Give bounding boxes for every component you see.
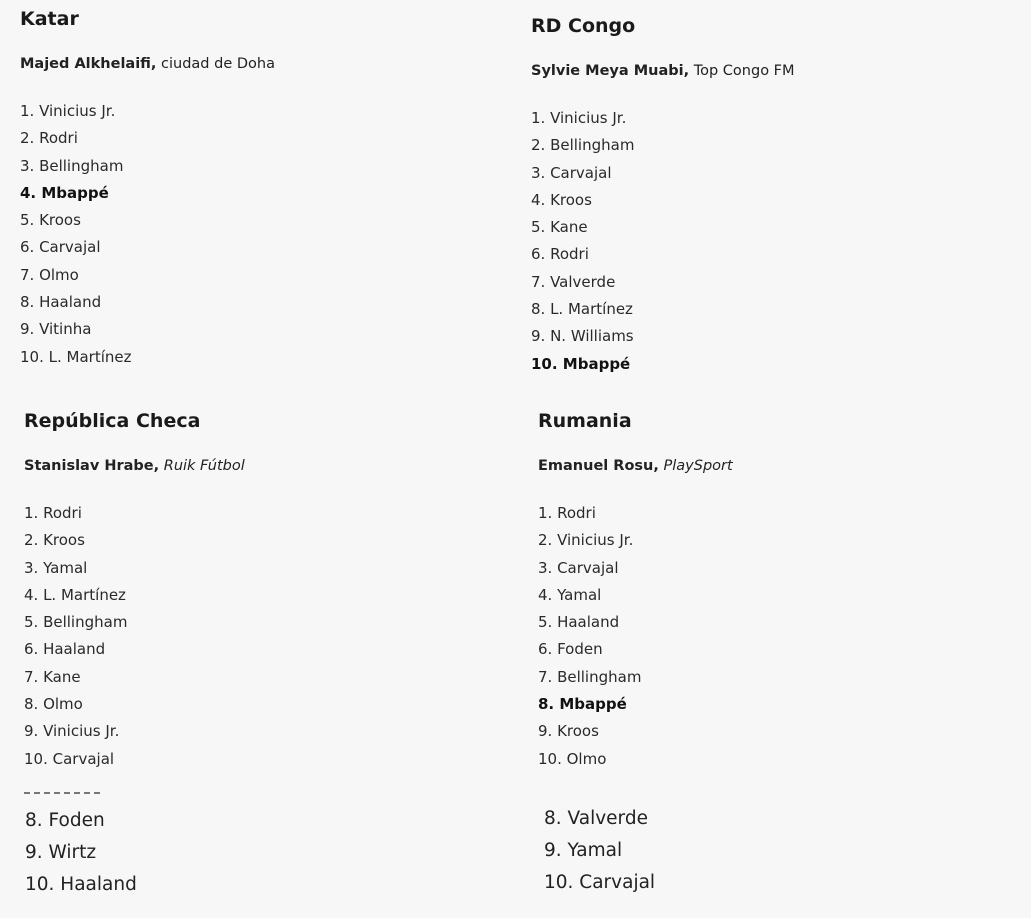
ranking-item: 6. Foden [538,640,603,659]
ranking-item: 1. Rodri [538,504,596,522]
ranking-item: 9. Vitinha [20,320,92,339]
ranking-item: 8. Foden [25,810,105,831]
ranking-item: 5. Kane [531,218,588,237]
section-rd-congo [531,15,795,380]
ranking-item: 10. Carvajal [24,749,115,768]
voter-name: Stanislav Hrabe, [24,458,160,474]
ranking-item: 6. Haaland [24,640,106,659]
ranking-item: 10. Olmo [538,749,607,768]
voter-line [538,458,733,474]
ranking-item: 3. Carvajal [538,558,619,577]
ranking-item: 7. Kane [24,667,81,686]
voter-name: Sylvie Meya Muabi, [531,63,690,79]
voter-line [20,56,275,72]
ranking-item: 9. Wirtz [25,842,97,863]
ranking-item: 5. Kroos [20,211,81,230]
ranking-item: 8. L. Martínez [531,300,633,319]
ranking-item: 10. Haaland [25,874,137,895]
ranking-item: 7. Olmo [20,265,79,284]
ranking-item: 5. Haaland [538,613,620,632]
ranking-item: 3. Bellingham [20,156,124,175]
ranking-item: 10. Carvajal [544,872,656,893]
section-rumania [538,410,733,775]
ranking-list [531,107,795,380]
ranking-item: 3. Carvajal [531,163,612,182]
voter-line [24,458,245,474]
ranking-item: 2. Rodri [20,129,78,148]
voter-name: Emanuel Rosu, [538,458,659,474]
voter-line [531,63,795,79]
ranking-item: 1. Vinicius Jr. [531,109,627,127]
section-republica-checa [24,410,245,775]
ranking-item: 2. Kroos [24,531,85,550]
ranking-item: 4. Mbappé [20,183,109,202]
fragment-list-right [544,806,655,902]
country-heading: RD Congo [531,15,636,37]
cropped-text-remnant [24,792,104,798]
ranking-item: 2. Bellingham [531,136,635,155]
voter-name: Majed Alkhelaifi, [20,56,157,72]
ranking-item: 6. Rodri [531,245,589,264]
ranking-item: 2. Vinicius Jr. [538,531,634,550]
ranking-list [24,502,245,775]
ranking-item: 4. L. Martínez [24,585,126,604]
ranking-item: 4. Kroos [531,190,592,209]
ranking-list [20,100,275,373]
ranking-list [538,502,733,775]
ranking-item: 8. Mbappé [538,695,627,714]
ranking-item: 9. N. Williams [531,327,634,346]
ranking-item: 10. L. Martínez [20,347,132,366]
ranking-item: 8. Valverde [544,808,648,829]
ranking-item: 1. Rodri [24,504,82,522]
ranking-item: 9. Kroos [538,722,599,741]
fragment-list-left [25,808,137,904]
ranking-item: 7. Bellingham [538,667,642,686]
country-heading: República Checa [24,410,201,432]
voter-media: Top Congo FM [689,63,795,79]
ranking-item: 8. Haaland [20,293,102,312]
ranking-item: 9. Vinicius Jr. [24,722,120,741]
ranking-item: 4. Yamal [538,585,602,604]
ranking-item: 7. Valverde [531,272,616,291]
voter-media: Ruik Fútbol [159,458,245,474]
ranking-item: 8. Olmo [24,695,83,714]
ranking-item: 6. Carvajal [20,238,101,257]
ranking-item: 1. Vinicius Jr. [20,102,116,120]
ranking-item: 5. Bellingham [24,613,128,632]
ranking-item: 3. Yamal [24,558,88,577]
voter-media: ciudad de Doha [156,56,275,72]
country-heading: Katar [20,8,79,30]
ranking-item: 10. Mbappé [531,354,631,373]
voter-media: PlaySport [658,458,733,474]
ranking-item: 9. Yamal [544,840,623,861]
country-heading: Rumania [538,410,632,432]
section-katar [20,8,275,373]
